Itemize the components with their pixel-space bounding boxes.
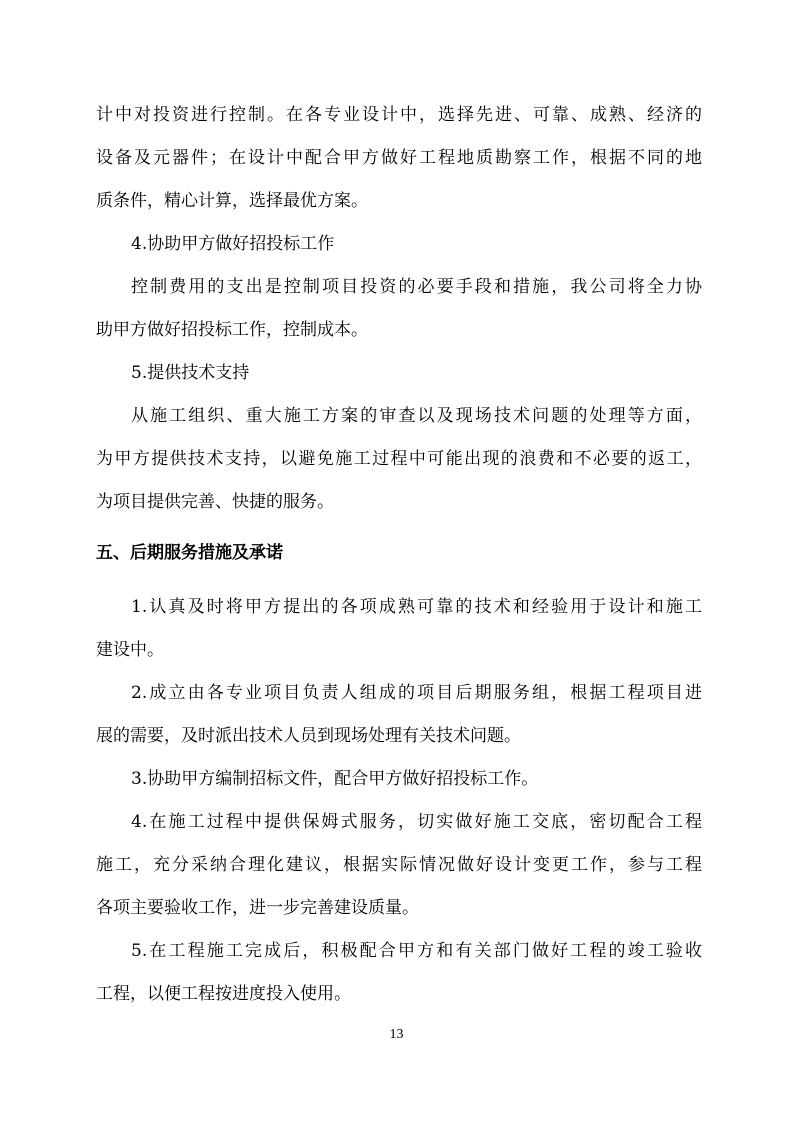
section-heading: 五、后期服务措施及承诺: [96, 543, 283, 563]
body-text-line: 助甲方做好招投标工作，控制成本。: [96, 320, 368, 340]
list-item-line: 3.协助甲方编制招标文件，配合甲方做好招投标工作。: [131, 769, 539, 789]
subsection-title: 5.提供技术支持: [131, 363, 250, 383]
subsection-title: 4.协助甲方做好招投标工作: [131, 234, 335, 254]
list-item-line: 施工，充分采纳合理化建议，根据实际情况做好设计变更工作，参与工程: [96, 855, 702, 875]
body-text-line: 为甲方提供技术支持，以避免施工过程中可能出现的浪费和不必要的返工，: [96, 449, 702, 469]
list-item-line: 4.在施工过程中提供保姆式服务，切实做好施工交底，密切配合工程: [131, 812, 702, 832]
list-item-line: 各项主要验收工作，进一步完善建设质量。: [96, 898, 419, 918]
body-text-line: 为项目提供完善、快捷的服务。: [96, 492, 334, 512]
page-number: 13: [389, 1027, 404, 1042]
list-item-line: 工程，以便工程按进度投入使用。: [96, 984, 351, 1004]
list-item-line: 建设中。: [96, 640, 164, 660]
body-text-line: 计中对投资进行控制。在各专业设计中，选择先进、可靠、成熟、经济的: [96, 105, 702, 125]
list-item-line: 5.在工程施工完成后，积极配合甲方和有关部门做好工程的竣工验收: [131, 941, 702, 961]
body-text-line: 从施工组织、重大施工方案的审查以及现场技术问题的处理等方面，: [131, 406, 702, 426]
body-text-line: 质条件，精心计算，选择最优方案。: [96, 191, 368, 211]
list-item-line: 1.认真及时将甲方提出的各项成熟可靠的技术和经验用于设计和施工: [131, 597, 702, 617]
list-item-line: 2.成立由各专业项目负责人组成的项目后期服务组，根据工程项目进: [131, 683, 702, 703]
body-text-line: 设备及元器件；在设计中配合甲方做好工程地质勘察工作，根据不同的地: [96, 148, 702, 168]
list-item-line: 展的需要，及时派出技术人员到现场处理有关技术问题。: [96, 726, 521, 746]
body-text-line: 控制费用的支出是控制项目投资的必要手段和措施，我公司将全力协: [131, 277, 702, 297]
